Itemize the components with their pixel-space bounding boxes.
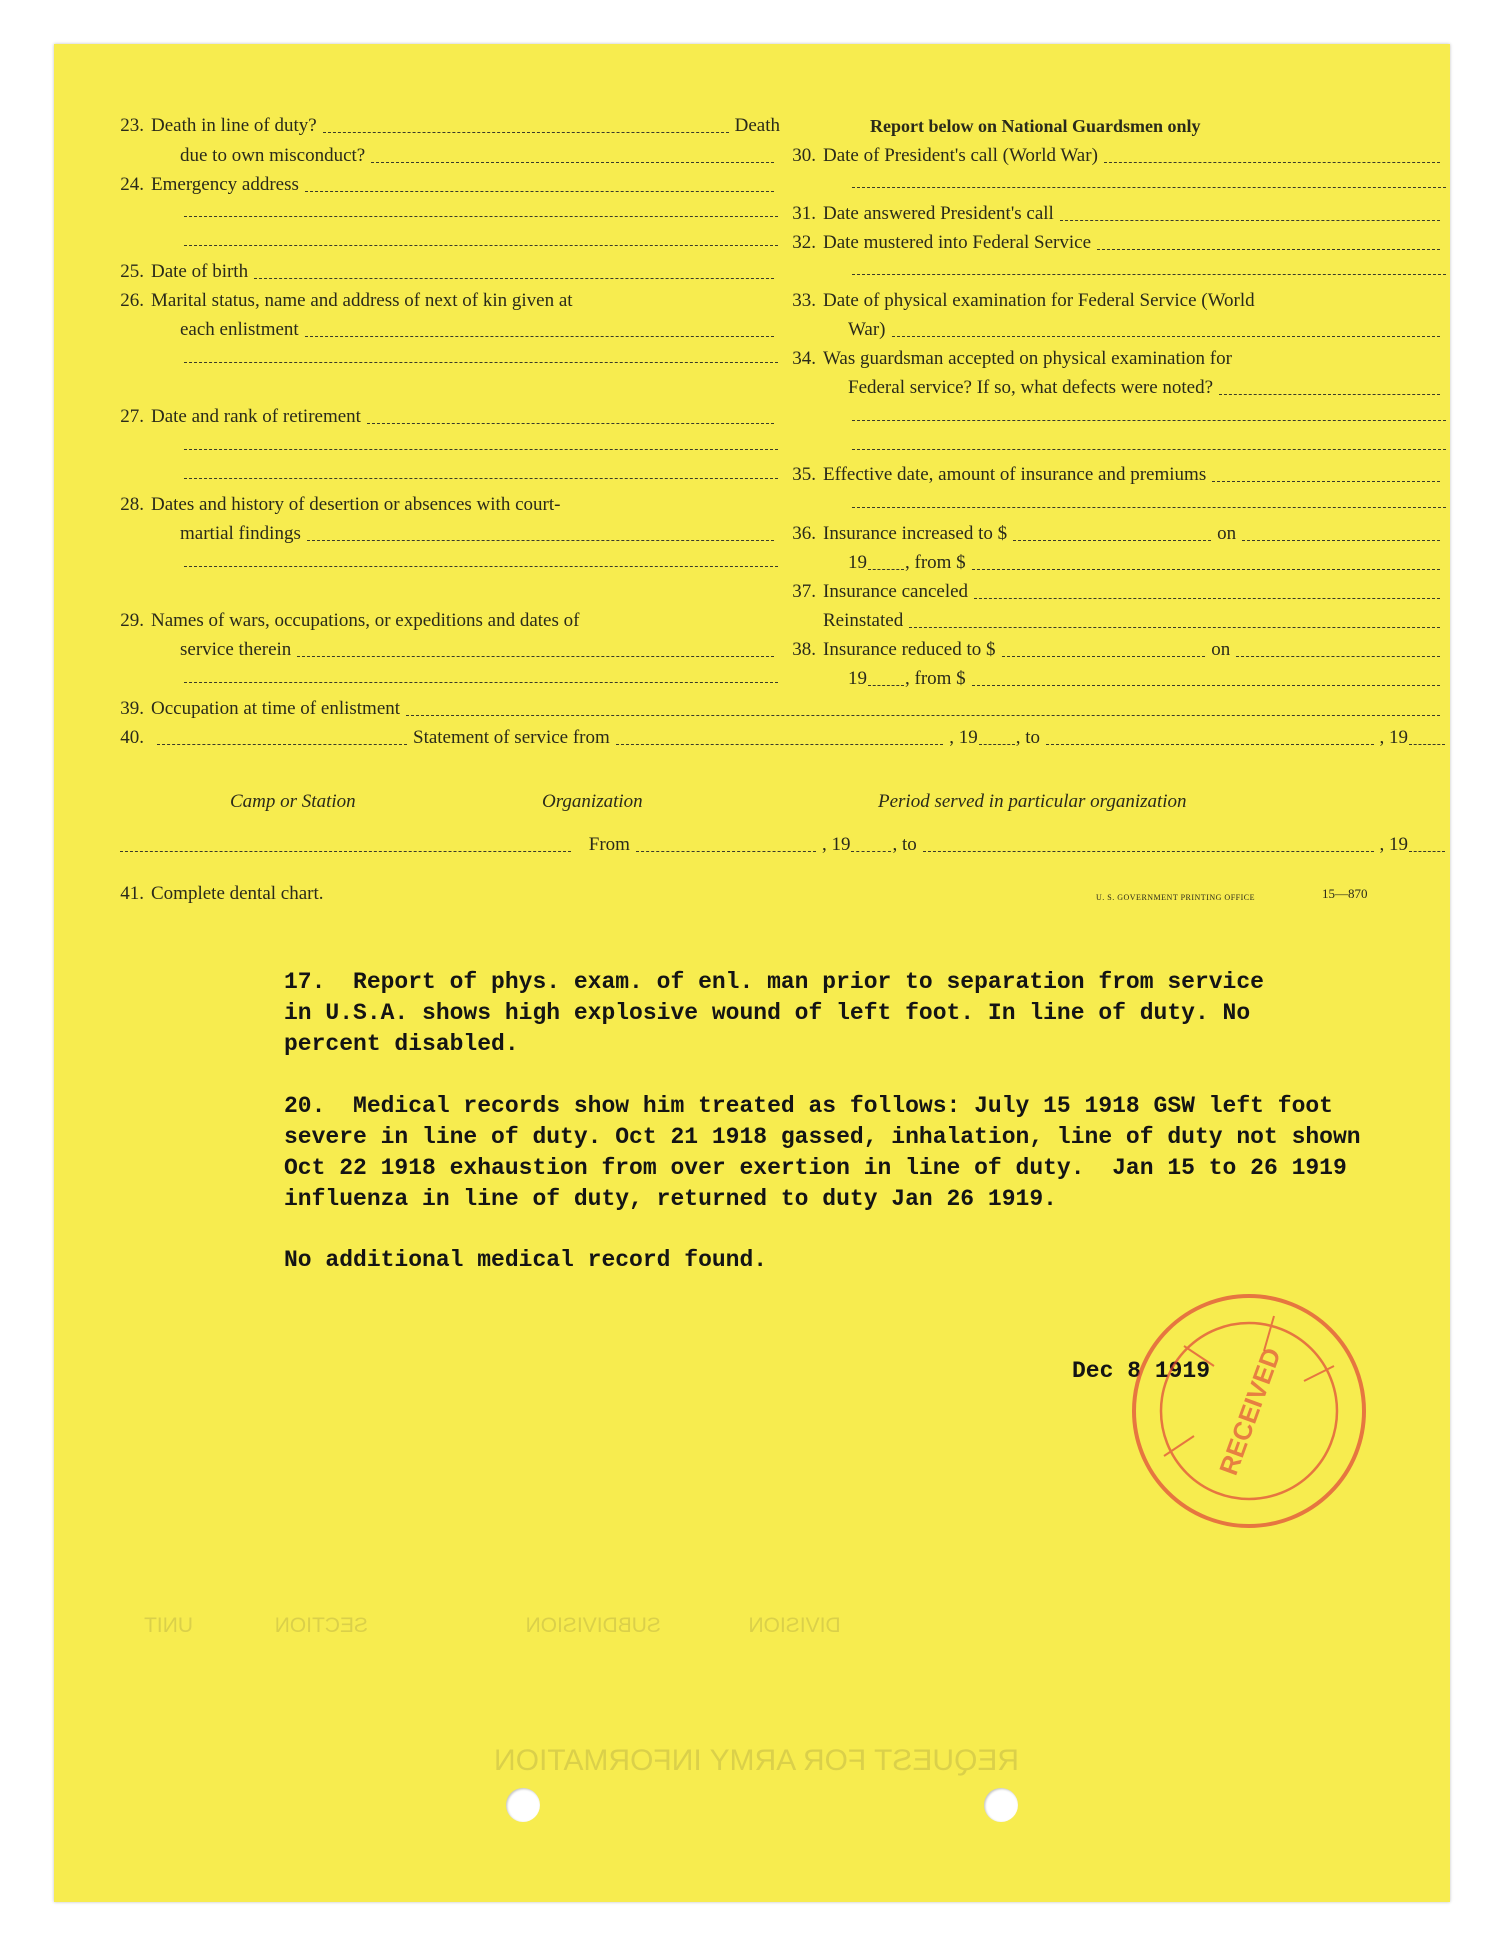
item-38-cont: 19 , from $ [848, 664, 1446, 694]
item-26: 26. Marital status, name and address of next of kin given at [120, 290, 573, 311]
item-29-cont: service therein [180, 635, 780, 665]
form-sheet [54, 44, 1450, 1902]
item-32: 32. Date mustered into Federal Service [776, 228, 1446, 258]
blank-line [184, 245, 778, 246]
item-25: 25. Date of birth [104, 257, 780, 287]
col-camp-station: Camp or Station [230, 791, 356, 812]
item-34-cont: Federal service? If so, what defects were noted? [848, 373, 1446, 403]
item-37-cont: Reinstated [823, 606, 1446, 636]
item-29: 29. Names of wars, occupations, or expeditions and dates of [120, 610, 580, 631]
item-23b: due to own misconduct? [180, 141, 780, 171]
typed-17-line3: percent disabled. [284, 1031, 519, 1057]
typed-date: Dec 8 1919 [1072, 1358, 1211, 1384]
blank-line [184, 449, 778, 450]
item-24: 24. Emergency address [104, 170, 780, 200]
form-number: 15—870 [1322, 886, 1368, 901]
item-40: 40. Statement of service from , 19 , to , 19 [104, 723, 1446, 753]
item-36-cont: 19 , from $ [848, 548, 1446, 578]
item-26-cont: each enlistment [180, 315, 780, 345]
typed-no-record: No additional medical record found. [284, 1247, 768, 1273]
item-27: 27. Date and rank of retirement [104, 402, 780, 432]
item-31: 31. Date answered President's call [776, 199, 1446, 229]
blank-line [184, 216, 778, 217]
blank-line [852, 420, 1446, 421]
item-38: 38. Insurance reduced to $ on [776, 635, 1446, 665]
printer-imprint: U. S. GOVERNMENT PRINTING OFFICE [1096, 893, 1255, 902]
item-30: 30. Date of President's call (World War) [776, 141, 1446, 171]
item-33: 33. Date of physical examination for Federal Service (World [792, 290, 1255, 311]
item-33-cont: War) [848, 315, 1446, 345]
blank-line [852, 449, 1446, 450]
item-28: 28. Dates and history of desertion or absences with court- [120, 494, 561, 515]
received-stamp [1124, 1286, 1374, 1536]
typed-20-line1: 20. Medical records show him treated as follows: July 15 1918 GSW left foot [284, 1093, 1333, 1119]
service-row: From , 19 , to , 19 [120, 830, 1446, 860]
typed-17-line2: in U.S.A. shows high explosive wound of left foot. In line of duty. No [284, 1000, 1251, 1026]
blank-line [852, 507, 1446, 508]
item-35: 35. Effective date, amount of insurance and premiums [776, 460, 1446, 490]
item-28-cont: martial findings [180, 519, 780, 549]
blank-line [852, 274, 1446, 275]
item-41: 41. Complete dental chart. [120, 883, 324, 904]
col-organization: Organization [542, 791, 643, 812]
item-36: 36. Insurance increased to $ on [776, 519, 1446, 549]
blank-line [184, 362, 778, 363]
typed-20-line3: Oct 22 1918 exhaustion from over exertion in line of duty. Jan 15 to 26 1919 [284, 1155, 1347, 1181]
item-34: 34. Was guardsman accepted on physical examination for [792, 348, 1232, 369]
typed-20-line2: severe in line of duty. Oct 21 1918 gassed, inhalation, line of duty not shown [284, 1124, 1361, 1150]
item-37: 37. Insurance canceled [776, 577, 1446, 607]
punch-hole [984, 1788, 1018, 1822]
stamp-text: RECEIVED [1213, 1343, 1287, 1479]
blank-line [184, 478, 778, 479]
bleed-through-text: DIVISION SUBDIVISION SECTION UNIT [144, 1614, 841, 1637]
blank-line [852, 187, 1446, 188]
typed-20-line4: influenza in line of duty, returned to duty Jan 26 1919. [284, 1186, 1057, 1212]
item-39: 39. Occupation at time of enlistment [104, 694, 1446, 724]
blank-line [184, 566, 778, 567]
national-guard-header: Report below on National Guardsmen only [870, 116, 1201, 136]
bleed-through-title: REQUEST FOR ARMY INFORMATION [494, 1744, 1020, 1777]
punch-hole [506, 1788, 540, 1822]
typed-17-line1: 17. Report of phys. exam. of enl. man prior to separation from service [284, 969, 1264, 995]
blank-line [184, 682, 778, 683]
col-period: Period served in particular organization [878, 791, 1187, 812]
item-23: 23. Death in line of duty? Death [120, 115, 780, 136]
